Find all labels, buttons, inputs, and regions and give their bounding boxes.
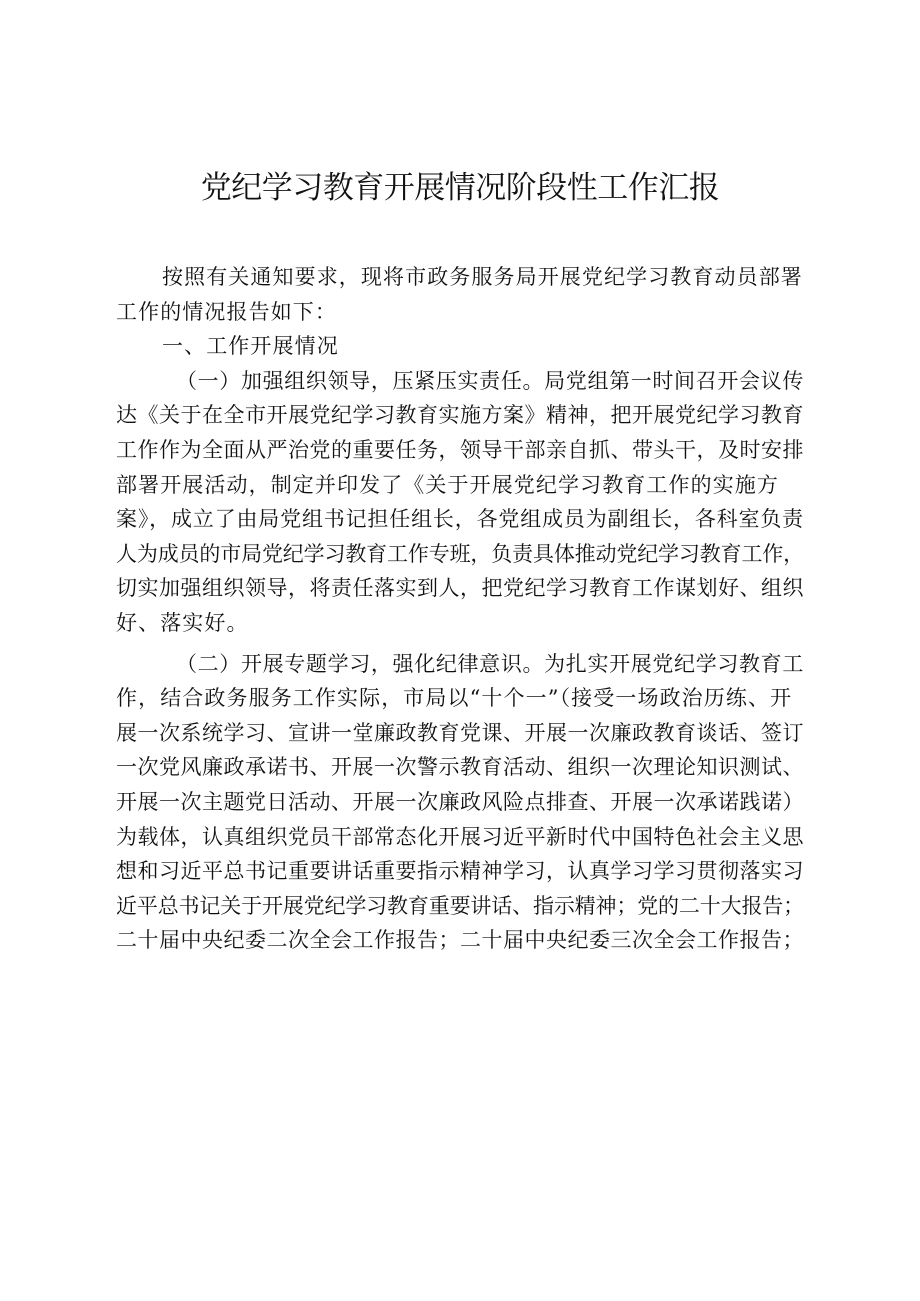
paragraph-line: 好、落实好。 bbox=[116, 610, 249, 635]
paragraph-line: （一）加强组织领导，压紧压实责任。局党组第一时间召开会议传 bbox=[176, 368, 804, 393]
paragraph-line: 案》，成立了由局党组书记担任组长，各党组成员为副组长，各科室负责 bbox=[116, 507, 804, 532]
paragraph-line: 近平总书记关于开展党纪学习教育重要讲话、指示精神；党的二十大报告； bbox=[116, 893, 805, 918]
paragraph-line: 人为成员的市局党纪学习教育工作专班，负责具体推动党纪学习教育工作， bbox=[116, 541, 805, 566]
paragraph-line: 二十届中央纪委二次全会工作报告；二十届中央纪委三次全会工作报告； bbox=[116, 928, 804, 953]
document-title: 党纪学习教育开展情况阶段性工作汇报 bbox=[200, 170, 720, 206]
paragraph-line: 部署开展活动，制定并印发了《关于开展党纪学习教育工作的实施方 bbox=[116, 472, 779, 497]
intro-line: 按照有关通知要求，现将市政务服务局开展党纪学习教育动员部署 bbox=[162, 265, 803, 289]
paragraph-line: 想和习近平总书记重要讲话重要指示精神学习，认真学习学习贯彻落实习 bbox=[116, 859, 804, 884]
paragraph-line: 工作作为全面从严治党的重要任务，领导干部亲自抓、带头干，及时安排 bbox=[116, 437, 804, 462]
intro-line: 工作的情况报告如下： bbox=[116, 299, 337, 324]
section-heading-text: 一、工作开展情况 bbox=[162, 334, 339, 359]
paragraph-study bbox=[116, 647, 804, 958]
intro-paragraph bbox=[116, 260, 804, 329]
document-body bbox=[116, 260, 804, 958]
paragraph-organization bbox=[116, 364, 804, 641]
paragraph-line: （二）开展专题学习，强化纪律意识。为扎实开展党纪学习教育工 bbox=[176, 651, 804, 676]
section-heading bbox=[116, 329, 804, 364]
paragraph-line: 展一次系统学习、宣讲一堂廉政教育党课、开展一次廉政教育谈话、签订 bbox=[116, 720, 804, 745]
paragraph-line: 开展一次主题党日活动、开展一次廉政风险点排查、开展一次承诺践诺） bbox=[116, 789, 804, 814]
paragraph-line: 切实加强组织领导，将责任落实到人，把党纪学习教育工作谋划好、组织 bbox=[116, 576, 804, 601]
paragraph-line: 为载体，认真组织党员干部常态化开展习近平新时代中国特色社会主义思 bbox=[116, 824, 804, 849]
paragraph-line: 达《关于在全市开展党纪学习教育实施方案》精神，把开展党纪学习教育 bbox=[116, 403, 804, 428]
paragraph-line: 作，结合政务服务工作实际，市局以“十个一”（接受一场政治历练、开 bbox=[116, 686, 793, 711]
paragraph-line: 一次党风廉政承诺书、开展一次警示教育活动、组织一次理论知识测试、 bbox=[116, 755, 804, 780]
